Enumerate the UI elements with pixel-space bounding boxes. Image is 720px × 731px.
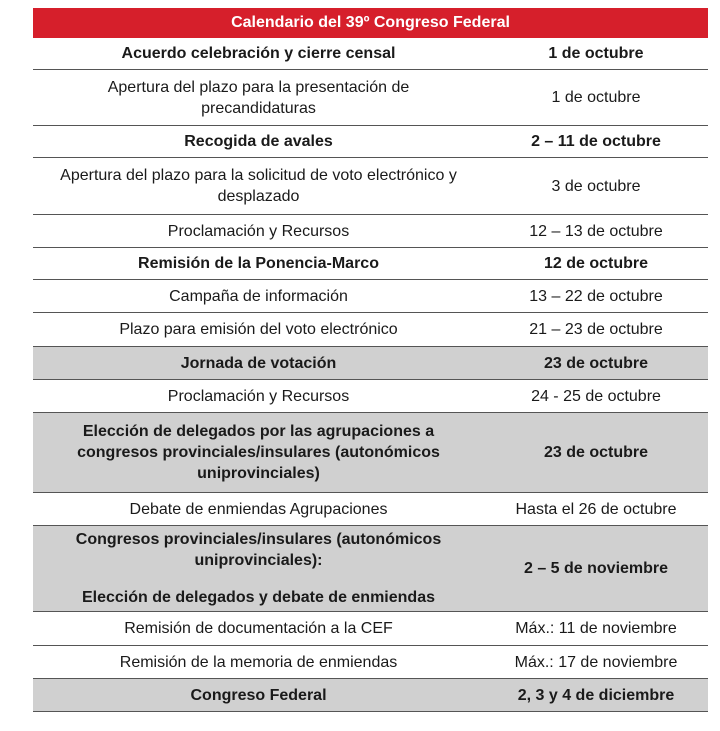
event-line-2: Elección de delegados y debate de enmiendas [81,589,435,606]
date-cell: 2 – 11 de octubre [531,133,661,150]
date-cell: Máx.: 17 de noviembre [514,653,678,671]
table-title: Calendario del 39º Congreso Federal [33,8,708,38]
table-row [33,380,708,413]
date-cell: 12 de octubre [543,255,649,272]
date-cell: 3 de octubre [551,177,641,195]
event-cell: Congreso Federal [190,686,327,704]
table-row [33,248,708,280]
event-cell: Jornada de votación [180,354,337,372]
table-row [33,413,708,493]
table-row [33,612,708,646]
table-row [33,215,708,248]
date-cell: Máx.: 11 de noviembre [515,620,677,637]
event-cell: Plazo para emisión del voto electrónico [119,321,398,338]
table-row [33,126,708,158]
table-row [33,313,708,347]
calendar-table [33,8,708,712]
table-row [33,347,708,380]
event-cell: Recogida de avales [184,133,333,150]
date-cell: 1 de octubre [548,45,644,62]
table-row [33,158,708,215]
event-cell: Debate de enmiendas Agrupaciones [129,500,388,518]
date-cell: 13 – 22 de octubre [529,287,663,305]
event-cell: Proclamación y Recursos [167,222,350,240]
table-row [33,38,708,70]
date-cell: 23 de octubre [543,444,649,461]
date-cell: 21 – 23 de octubre [529,321,663,338]
event-cell: Acuerdo celebración y cierre censal [121,45,396,62]
event-cell: Campaña de información [169,287,348,305]
table-row [33,70,708,126]
event-cell: Apertura del plazo para la presentación de precandidaturas [107,78,410,117]
date-cell: 1 de octubre [551,89,641,106]
event-cell: Proclamación y Recursos [167,387,350,405]
event-cell: Remisión de la Ponencia-Marco [138,255,379,272]
event-cell [33,526,484,611]
date-cell: 12 – 13 de octubre [529,222,663,240]
date-cell: Hasta el 26 de octubre [515,500,677,518]
table-row [33,526,708,612]
event-cell: Remisión de documentación a la CEF [124,620,393,637]
date-cell: 2, 3 y 4 de diciembre [517,686,675,704]
date-cell: 23 de octubre [543,354,649,372]
table-row [33,493,708,526]
event-cell: Apertura del plazo para la solicitud de voto electrónico y desplazado [60,167,457,205]
event-line-1: Congresos provinciales/insulares (autonómicos uniprovinciales): [75,531,442,569]
date-cell: 2 – 5 de noviembre [523,560,669,577]
event-cell: Elección de delegados por las agrupaciones a congresos provinciales/insulares (autonómicos uniprovinciales) [77,423,440,482]
date-cell: 24 - 25 de octubre [531,387,661,405]
table-row [33,679,708,712]
table-row [33,646,708,679]
event-cell: Remisión de la memoria de enmiendas [119,653,398,671]
table-row [33,280,708,313]
